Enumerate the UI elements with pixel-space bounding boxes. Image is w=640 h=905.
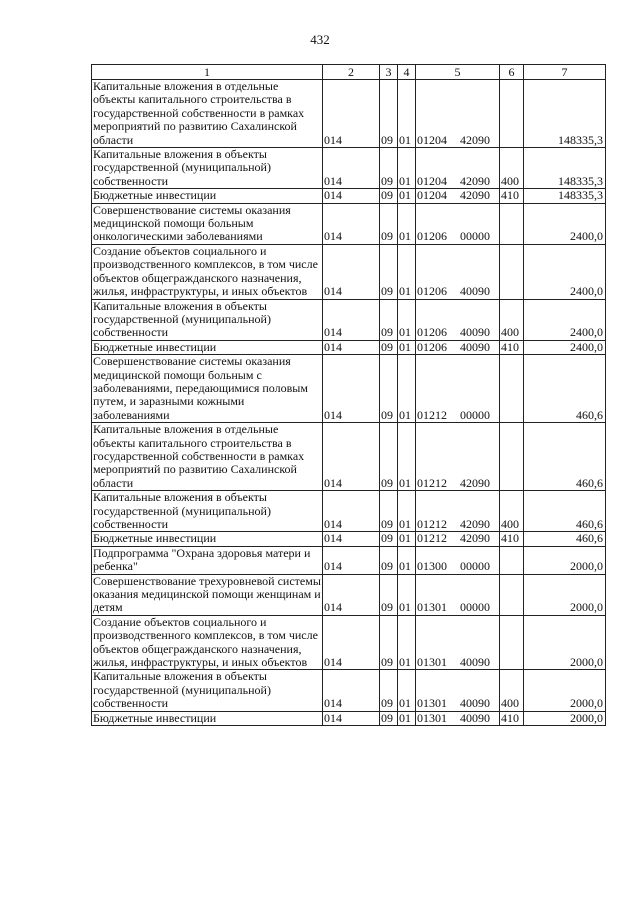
row-sum-cell: 2000,0	[524, 546, 606, 574]
row-sum-cell: 2400,0	[524, 203, 606, 244]
row-subsection-cell: 01	[398, 299, 416, 340]
row-grbs-cell: 014	[323, 574, 380, 615]
page-number: 432	[310, 32, 330, 47]
row-grbs-cell: 014	[323, 203, 380, 244]
row-name-cell: Капитальные вложения в отдельные объекты капитального строительства в государственной собственности в рамках мероприятий по развитию Сахалинской области	[92, 423, 323, 491]
row-sum-cell: 2000,0	[524, 615, 606, 670]
row-target-article-cell: 01301 40090	[416, 670, 500, 711]
row-expense-type-cell: 410	[500, 189, 524, 203]
header-col-6: 6	[500, 65, 524, 80]
row-sum-cell: 460,6	[524, 423, 606, 491]
row-subsection-cell: 01	[398, 615, 416, 670]
row-sum-cell: 460,6	[524, 491, 606, 532]
row-subsection-cell: 01	[398, 670, 416, 711]
row-name-cell: Совершенствование системы оказания медицинской помощи больным с заболеваниями, передающимися половым путем, и заразными кожными заболеваниями	[92, 355, 323, 423]
row-grbs-cell: 014	[323, 491, 380, 532]
row-expense-type-cell	[500, 574, 524, 615]
row-target-article-cell: 01212 42090	[416, 532, 500, 546]
table-row	[92, 546, 606, 574]
budget-table	[91, 64, 606, 726]
row-section-cell: 09	[380, 80, 398, 148]
row-name-cell: Капитальные вложения в объекты государственной (муниципальной) собственности	[92, 670, 323, 711]
row-sum-cell: 460,6	[524, 532, 606, 546]
row-grbs-cell: 014	[323, 615, 380, 670]
row-sum-cell: 148335,3	[524, 80, 606, 148]
table-body	[92, 80, 606, 726]
row-expense-type-cell: 410	[500, 532, 524, 546]
row-expense-type-cell: 400	[500, 491, 524, 532]
row-subsection-cell: 01	[398, 189, 416, 203]
row-name-cell: Бюджетные инвестиции	[92, 340, 323, 354]
row-subsection-cell: 01	[398, 423, 416, 491]
row-section-cell: 09	[380, 546, 398, 574]
row-section-cell: 09	[380, 189, 398, 203]
row-expense-type-cell: 400	[500, 670, 524, 711]
row-section-cell: 09	[380, 340, 398, 354]
row-sum-cell: 2000,0	[524, 711, 606, 725]
row-grbs-cell: 014	[323, 711, 380, 725]
table-row	[92, 670, 606, 711]
table-row	[92, 574, 606, 615]
row-expense-type-cell	[500, 615, 524, 670]
row-grbs-cell: 014	[323, 532, 380, 546]
row-name-cell: Бюджетные инвестиции	[92, 711, 323, 725]
row-expense-type-cell: 400	[500, 299, 524, 340]
row-name-cell: Капитальные вложения в объекты государственной (муниципальной) собственности	[92, 491, 323, 532]
row-name-cell: Капитальные вложения в объекты государственной (муниципальной) собственности	[92, 299, 323, 340]
row-section-cell: 09	[380, 299, 398, 340]
row-sum-cell: 460,6	[524, 355, 606, 423]
row-grbs-cell: 014	[323, 546, 380, 574]
row-target-article-cell: 01206 40090	[416, 340, 500, 354]
row-subsection-cell: 01	[398, 148, 416, 189]
table-row	[92, 532, 606, 546]
table-row	[92, 423, 606, 491]
row-section-cell: 09	[380, 423, 398, 491]
row-expense-type-cell	[500, 80, 524, 148]
row-expense-type-cell	[500, 244, 524, 299]
row-grbs-cell: 014	[323, 670, 380, 711]
row-section-cell: 09	[380, 615, 398, 670]
row-target-article-cell: 01212 42090	[416, 423, 500, 491]
row-sum-cell: 2000,0	[524, 670, 606, 711]
row-target-article-cell: 01301 40090	[416, 615, 500, 670]
table-row	[92, 244, 606, 299]
row-section-cell: 09	[380, 203, 398, 244]
row-target-article-cell: 01301 00000	[416, 574, 500, 615]
row-name-cell: Создание объектов социального и производственного комплексов, в том числе объектов общегражданского назначения, жилья, инфраструктуры, и иных объектов	[92, 244, 323, 299]
row-subsection-cell: 01	[398, 546, 416, 574]
table-row	[92, 80, 606, 148]
table-row	[92, 340, 606, 354]
header-col-2: 2	[323, 65, 380, 80]
header-col-5: 5	[416, 65, 500, 80]
row-section-cell: 09	[380, 355, 398, 423]
row-subsection-cell: 01	[398, 355, 416, 423]
row-expense-type-cell	[500, 546, 524, 574]
row-subsection-cell: 01	[398, 574, 416, 615]
row-sum-cell: 148335,3	[524, 148, 606, 189]
row-name-cell: Подпрограмма "Охрана здоровья матери и ребенка"	[92, 546, 323, 574]
row-expense-type-cell	[500, 423, 524, 491]
row-sum-cell: 2000,0	[524, 574, 606, 615]
row-section-cell: 09	[380, 491, 398, 532]
row-target-article-cell: 01204 42090	[416, 80, 500, 148]
table-row	[92, 711, 606, 725]
row-expense-type-cell: 410	[500, 711, 524, 725]
row-target-article-cell: 01204 42090	[416, 189, 500, 203]
row-subsection-cell: 01	[398, 340, 416, 354]
row-section-cell: 09	[380, 670, 398, 711]
table-row	[92, 148, 606, 189]
row-name-cell: Капитальные вложения в отдельные объекты капитального строительства в государственной собственности в рамках мероприятий по развитию Сахалинской области	[92, 80, 323, 148]
row-name-cell: Бюджетные инвестиции	[92, 189, 323, 203]
header-row	[92, 65, 606, 80]
row-sum-cell: 2400,0	[524, 340, 606, 354]
header-col-3: 3	[380, 65, 398, 80]
row-grbs-cell: 014	[323, 80, 380, 148]
row-grbs-cell: 014	[323, 340, 380, 354]
row-name-cell: Бюджетные инвестиции	[92, 532, 323, 546]
row-name-cell: Создание объектов социального и производственного комплексов, в том числе объектов общегражданского назначения, жилья, инфраструктуры, и иных объектов	[92, 615, 323, 670]
row-name-cell: Совершенствование трехуровневой системы оказания медицинской помощи женщинам и детям	[93, 574, 321, 615]
row-name-cell: Совершенствование системы оказания медицинской помощи больным онкологическими заболеваниями	[92, 203, 323, 244]
table-row	[92, 203, 606, 244]
row-target-article-cell: 01212 00000	[416, 355, 500, 423]
row-sum-cell: 2400,0	[524, 244, 606, 299]
row-section-cell: 09	[380, 244, 398, 299]
row-target-article-cell: 01204 42090	[416, 148, 500, 189]
row-section-cell: 09	[380, 148, 398, 189]
row-target-article-cell: 01206 40090	[416, 244, 500, 299]
row-sum-cell: 2400,0	[524, 299, 606, 340]
table-row	[92, 615, 606, 670]
row-expense-type-cell	[500, 203, 524, 244]
row-name-cell: Капитальные вложения в объекты государственной (муниципальной) собственности	[92, 148, 323, 189]
row-grbs-cell: 014	[323, 423, 380, 491]
row-grbs-cell: 014	[323, 355, 380, 423]
table-row	[92, 189, 606, 203]
row-subsection-cell: 01	[398, 711, 416, 725]
table-row	[92, 299, 606, 340]
row-target-article-cell: 01206 40090	[416, 299, 500, 340]
row-subsection-cell: 01	[398, 244, 416, 299]
header-col-1: 1	[92, 65, 323, 80]
row-section-cell: 09	[380, 711, 398, 725]
row-grbs-cell: 014	[323, 189, 380, 203]
row-target-article-cell: 01206 00000	[416, 203, 500, 244]
row-target-article-cell: 01300 00000	[416, 546, 500, 574]
row-expense-type-cell: 410	[500, 340, 524, 354]
row-expense-type-cell	[500, 355, 524, 423]
row-section-cell: 09	[380, 532, 398, 546]
row-grbs-cell: 014	[323, 148, 380, 189]
header-col-4: 4	[398, 65, 416, 80]
row-subsection-cell: 01	[398, 80, 416, 148]
table-row	[92, 491, 606, 532]
row-expense-type-cell: 400	[500, 148, 524, 189]
row-section-cell: 09	[380, 574, 398, 615]
row-grbs-cell: 014	[323, 299, 380, 340]
row-target-article-cell: 01212 42090	[416, 491, 500, 532]
header-col-7: 7	[524, 65, 606, 80]
row-subsection-cell: 01	[398, 532, 416, 546]
row-subsection-cell: 01	[398, 203, 416, 244]
table-row	[92, 355, 606, 423]
row-target-article-cell: 01301 40090	[416, 711, 500, 725]
row-sum-cell: 148335,3	[524, 189, 606, 203]
row-grbs-cell: 014	[323, 244, 380, 299]
row-subsection-cell: 01	[398, 491, 416, 532]
table-header	[92, 65, 606, 80]
